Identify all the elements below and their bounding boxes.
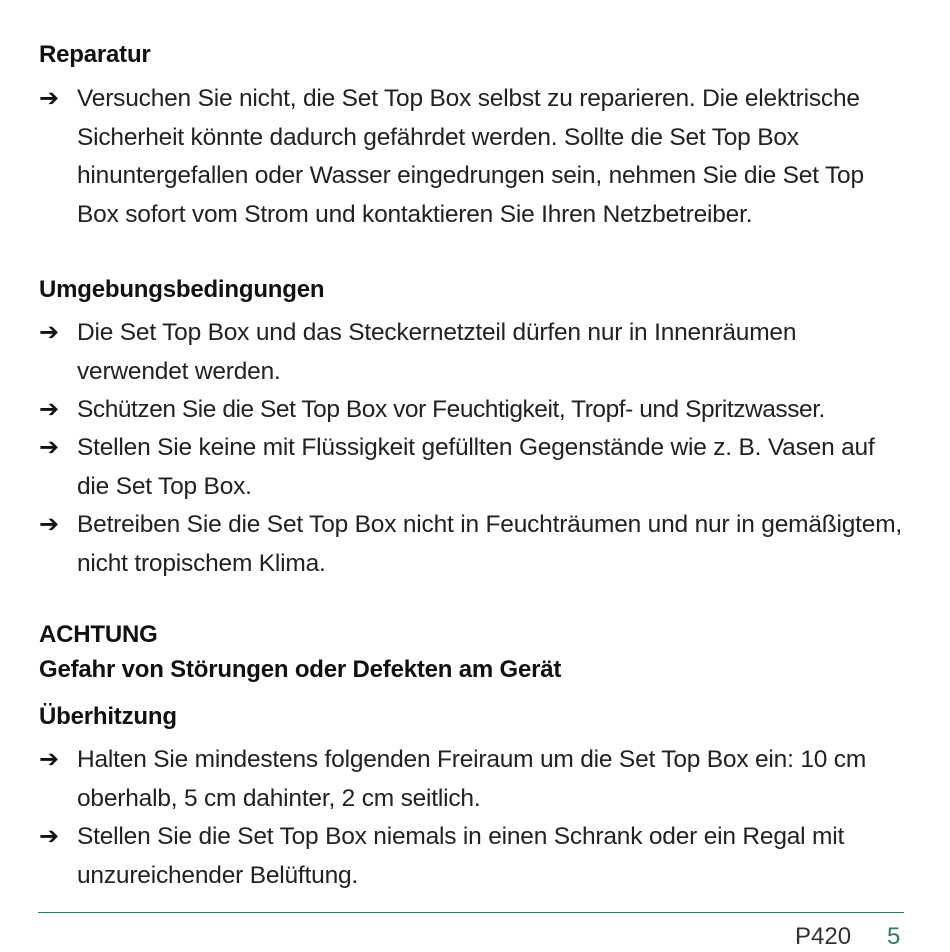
arrow-right-icon: ➔ bbox=[39, 434, 60, 461]
caution-subtitle: Gefahr von Störungen oder Defekten am Gerät bbox=[39, 656, 562, 683]
list-item-text: Schützen Sie die Set Top Box vor Feuchtigkeit, Tropf- und Spritzwasser. bbox=[77, 396, 825, 423]
footer-divider bbox=[38, 912, 904, 913]
arrow-right-icon: ➔ bbox=[39, 746, 60, 773]
list-item-environment-1 bbox=[39, 314, 909, 391]
arrow-right-icon: ➔ bbox=[39, 511, 60, 538]
list-item-overheating-2 bbox=[39, 818, 909, 895]
heading-repair: Reparatur bbox=[39, 41, 151, 68]
list-item-text: Betreiben Sie die Set Top Box nicht in Feuchträumen und nur in gemäßigtem, nicht tropischem Klima. bbox=[77, 511, 903, 577]
list-item-text: Versuchen Sie nicht, die Set Top Box selbst zu reparieren. Die elektrische Sicherheit könnte dadurch gefährdet werden. Sollte die Set Top Box hinuntergefallen oder Wasser eingedrungen sein, nehmen Sie die Set Top Box sofort vom Strom und kontaktieren Sie Ihren Netzbetreiber. bbox=[77, 85, 864, 228]
arrow-right-icon: ➔ bbox=[39, 85, 60, 112]
arrow-right-icon: ➔ bbox=[39, 396, 60, 423]
arrow-right-icon: ➔ bbox=[39, 823, 60, 850]
heading-environment: Umgebungsbedingungen bbox=[39, 276, 325, 303]
heading-overheating: Überhitzung bbox=[39, 703, 177, 730]
list-item-repair-1 bbox=[39, 80, 909, 272]
list-item-text: Stellen Sie keine mit Flüssigkeit gefüllten Gegenstände wie z. B. Vasen auf die Set Top Box. bbox=[77, 434, 875, 500]
list-item-environment-3 bbox=[39, 429, 909, 506]
list-item-environment-2 bbox=[39, 391, 909, 430]
list-item-text: Halten Sie mindestens folgenden Freiraum um die Set Top Box ein: 10 cm oberhalb, 5 cm dahinter, 2 cm seitlich. bbox=[77, 746, 867, 812]
caution-label: ACHTUNG bbox=[39, 621, 158, 648]
arrow-right-icon: ➔ bbox=[39, 319, 60, 346]
list-item-overheating-1 bbox=[39, 741, 909, 818]
list-item-text: Die Set Top Box und das Steckernetzteil dürfen nur in Innenräumen verwendet werden. bbox=[77, 319, 797, 385]
page-number: 5 bbox=[887, 923, 901, 950]
list-item-text: Stellen Sie die Set Top Box niemals in einen Schrank oder ein Regal mit unzureichender Belüftung. bbox=[77, 823, 845, 889]
footer-model-name: P420 bbox=[795, 923, 852, 950]
list-item-environment-4 bbox=[39, 506, 909, 583]
